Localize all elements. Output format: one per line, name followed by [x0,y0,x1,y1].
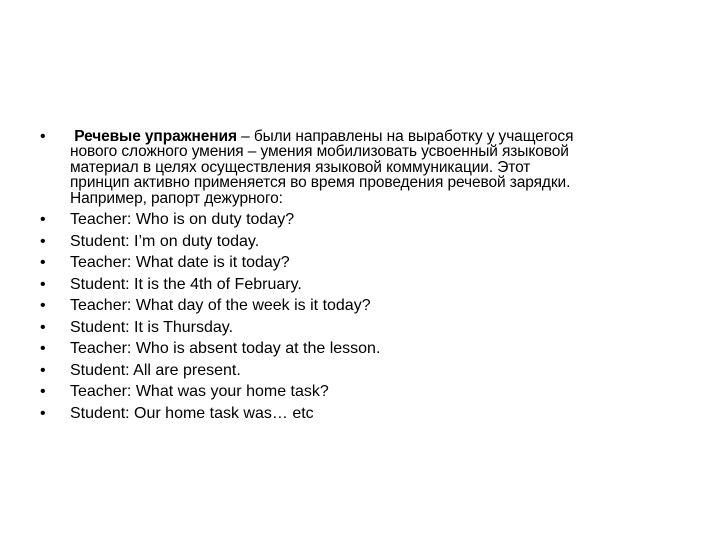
bullet-icon: • [40,254,46,272]
intro-line-1-rest: – были направлены на выработку у учащегося [236,128,574,145]
list-item [40,381,700,403]
bullet-icon: • [40,404,46,422]
intro-paragraph [70,126,700,206]
bullet-icon: • [40,275,46,293]
intro-bold-label: Речевые упражнения [74,128,237,145]
dialog-line: Student: It is Thursday. [70,318,234,336]
bullet-icon: • [40,383,46,401]
list-item [40,403,700,425]
dialog-line: Student: All are present. [70,361,241,379]
dialog-line: Teacher: What date is it today? [70,254,290,272]
bullet-icon: • [40,128,46,145]
bullet-icon: • [40,232,46,250]
list-item [40,252,700,274]
dialog-line: Teacher: Who is absent today at the lesson. [70,340,381,358]
list-item [40,338,700,360]
list-item [40,295,700,317]
bullet-icon: • [40,361,46,379]
list-item-intro [40,126,700,206]
bullet-icon: • [40,318,46,336]
list-item [40,209,700,231]
bullet-icon: • [40,211,46,229]
list-item [40,231,700,253]
dialog-line: Student: Our home task was… etc [70,404,314,422]
list-item [40,317,700,339]
bullet-icon: • [40,297,46,315]
intro-line-5: Например, рапорт дежурного: [70,189,283,207]
list-item [40,274,700,296]
list-item [40,360,700,382]
intro-line-2: нового сложного умения – умения мобилизовать усвоенный языковой [70,143,569,161]
bullet-list [40,126,700,424]
bullet-icon: • [40,340,46,358]
intro-line-3: материал в целях осуществления языковой коммуникации. Этот [70,158,531,176]
intro-line-1 [70,129,700,144]
dialog-line: Teacher: What day of the week is it today? [70,297,371,315]
dialog-line: Teacher: What was your home task? [70,383,329,401]
dialog-line: Student: I’m on duty today. [70,232,260,250]
intro-line-4: принцип активно применяется во время проведения речевой зарядки. [70,174,571,192]
dialog-line: Student: It is the 4th of February. [70,275,302,293]
dialog-line: Teacher: Who is on duty today? [70,211,295,229]
